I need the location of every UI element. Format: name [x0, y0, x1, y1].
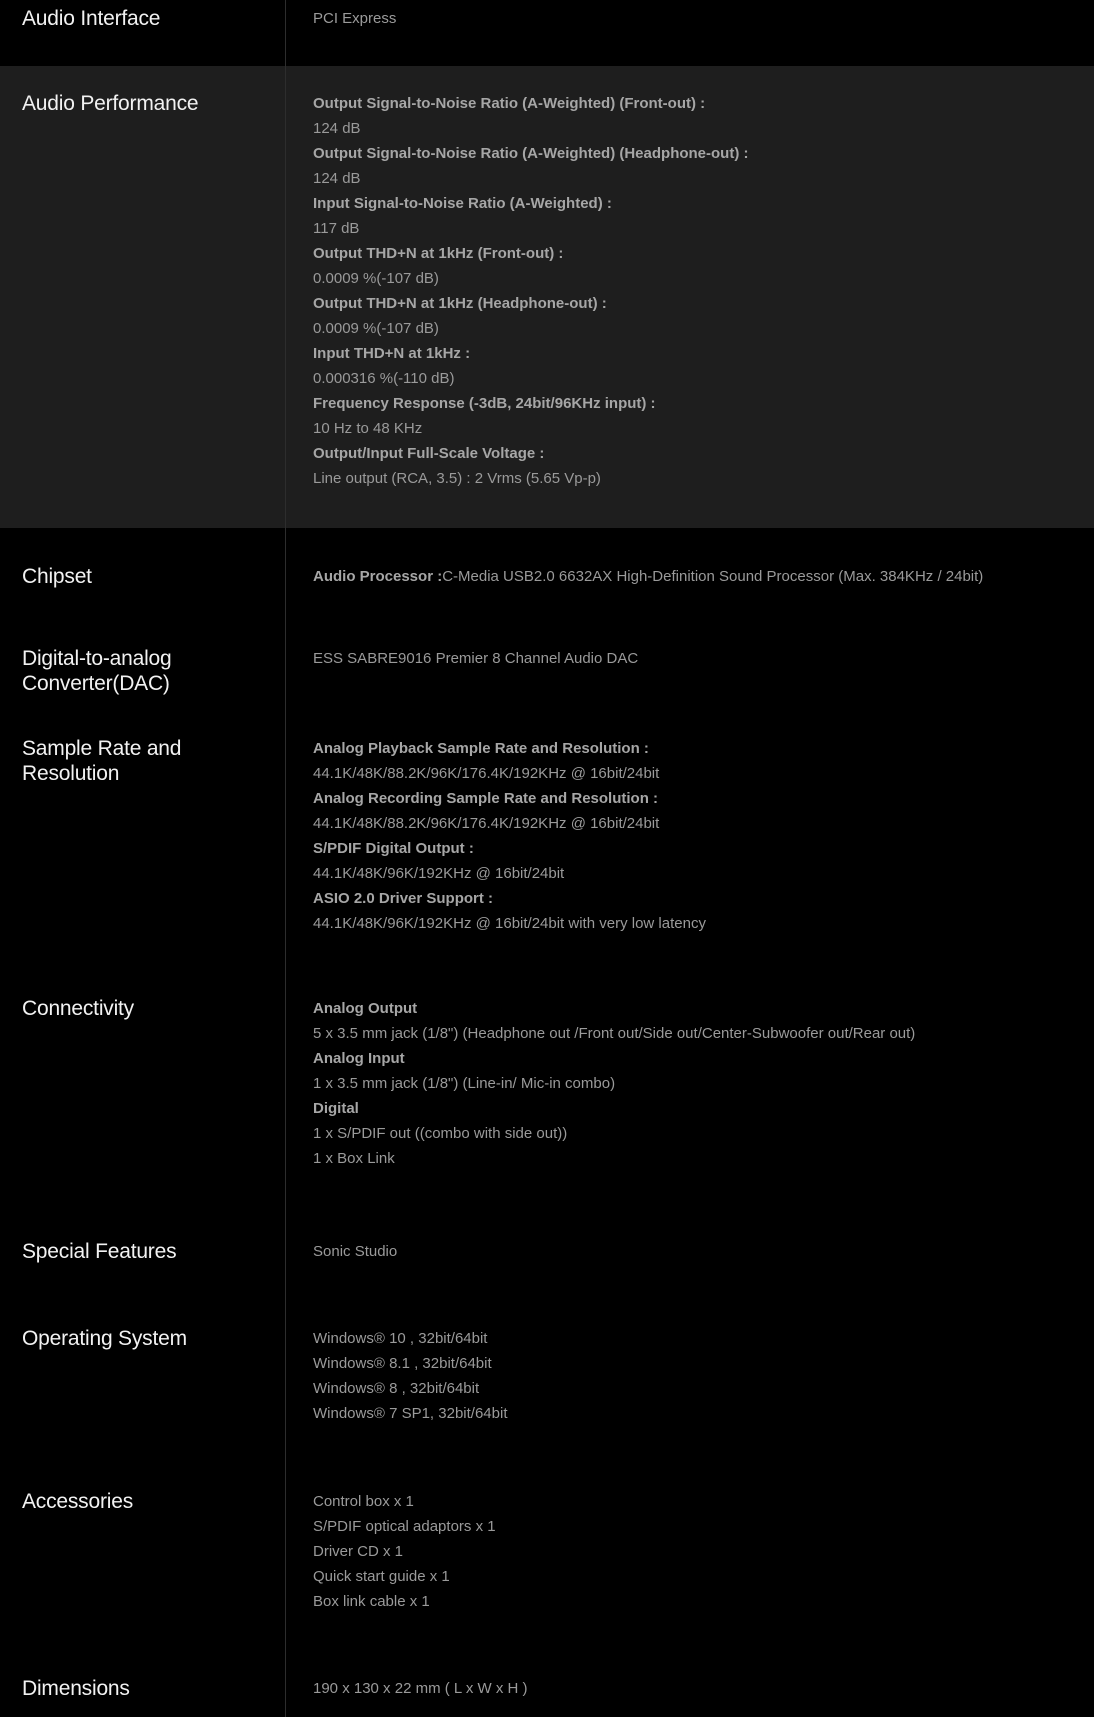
spec-line-text: ESS SABRE9016 Premier 8 Channel Audio DAC: [313, 650, 639, 667]
spec-row: [0, 1203, 1094, 1290]
spec-line: [313, 1326, 1086, 1351]
spec-line-text: 0.000316 %(-110 dB): [313, 370, 455, 387]
spec-line-text: 44.1K/48K/88.2K/96K/176.4K/192KHz @ 16bit/24bit: [313, 765, 660, 782]
spec-line-text: 10 Hz to 48 KHz: [313, 420, 423, 437]
spec-line: [313, 466, 1086, 491]
spec-line: [313, 1514, 1086, 1539]
spec-line: [313, 216, 1086, 241]
spec-line-bold: Input Signal-to-Noise Ratio (A-Weighted) :: [313, 195, 612, 212]
spec-line: [313, 241, 1086, 266]
spec-line-bold: Input THD+N at 1kHz :: [313, 345, 471, 362]
spec-line-text: 190 x 130 x 22 mm ( L x W x H ): [313, 1680, 528, 1697]
spec-label: Audio Performance: [0, 66, 286, 528]
spec-line-bold: Analog Output: [313, 1000, 418, 1017]
spec-label: Digital-to-analog Converter(DAC): [0, 610, 286, 700]
spec-line: [313, 91, 1086, 116]
spec-value: [286, 0, 1094, 66]
spec-line-text: Sonic Studio: [313, 1243, 398, 1260]
spec-line-text: Control box x 1: [313, 1493, 414, 1510]
spec-line-text: 117 dB: [313, 220, 360, 237]
spec-line: [313, 564, 1086, 589]
spec-row: [0, 1640, 1094, 1717]
spec-row: [0, 700, 1094, 960]
spec-line-text: 44.1K/48K/96K/192KHz @ 16bit/24bit: [313, 865, 565, 882]
spec-line: [313, 1046, 1086, 1071]
spec-line-text: S/PDIF optical adaptors x 1: [313, 1518, 496, 1535]
spec-line-text: Quick start guide x 1: [313, 1568, 450, 1585]
spec-row: [0, 528, 1094, 610]
spec-line-text: Windows® 10 , 32bit/64bit: [313, 1330, 488, 1347]
spec-line-bold: Output Signal-to-Noise Ratio (A-Weighted) (Front-out) :: [313, 95, 706, 112]
spec-row: [0, 1290, 1094, 1453]
spec-line-text: Windows® 7 SP1, 32bit/64bit: [313, 1405, 508, 1422]
spec-line-bold: Output THD+N at 1kHz (Front-out) :: [313, 245, 564, 262]
spec-line: [313, 166, 1086, 191]
spec-line: [313, 861, 1086, 886]
spec-line-text: Driver CD x 1: [313, 1543, 404, 1560]
spec-line: [313, 366, 1086, 391]
spec-label: Operating System: [0, 1290, 286, 1453]
spec-line-text: 44.1K/48K/88.2K/96K/176.4K/192KHz @ 16bit/24bit: [313, 815, 660, 832]
spec-line-bold: Output Signal-to-Noise Ratio (A-Weighted) (Headphone-out) :: [313, 145, 749, 162]
spec-label: Sample Rate and Resolution: [0, 700, 286, 960]
spec-line-bold: Audio Processor :: [313, 568, 443, 585]
spec-line: [313, 996, 1086, 1021]
spec-line: [313, 1096, 1086, 1121]
spec-line: [313, 1351, 1086, 1376]
spec-line: [313, 761, 1086, 786]
spec-line: [313, 1564, 1086, 1589]
spec-line: [313, 1146, 1086, 1171]
spec-line-text: Line output (RCA, 3.5) : 2 Vrms (5.65 Vp-p): [313, 470, 601, 487]
spec-line-text: 124 dB: [313, 170, 361, 187]
spec-label: Audio Interface: [0, 0, 286, 66]
spec-line: [313, 736, 1086, 761]
spec-line-bold: Digital: [313, 1100, 359, 1117]
spec-line: [313, 441, 1086, 466]
spec-row: [0, 610, 1094, 700]
spec-line-text: 0.0009 %(-107 dB): [313, 320, 439, 337]
spec-line: [313, 1376, 1086, 1401]
spec-line: [313, 1539, 1086, 1564]
spec-line: [313, 416, 1086, 441]
spec-row: [0, 66, 1094, 528]
spec-value: [286, 1453, 1094, 1640]
spec-label: Chipset: [0, 528, 286, 610]
spec-line: [313, 141, 1086, 166]
spec-line: [313, 266, 1086, 291]
spec-line-bold: Analog Recording Sample Rate and Resolution :: [313, 790, 659, 807]
spec-line-text: Box link cable x 1: [313, 1593, 430, 1610]
spec-line-bold: Frequency Response (-3dB, 24bit/96KHz input) :: [313, 395, 656, 412]
spec-label: Dimensions: [0, 1640, 286, 1717]
spec-line: [313, 1071, 1086, 1096]
spec-row: [0, 960, 1094, 1203]
spec-line: [313, 1121, 1086, 1146]
spec-line: [313, 911, 1086, 936]
spec-line-bold: S/PDIF Digital Output :: [313, 840, 474, 857]
spec-line: [313, 1489, 1086, 1514]
spec-line: [313, 886, 1086, 911]
spec-line-text: 1 x Box Link: [313, 1150, 395, 1167]
spec-line: [313, 316, 1086, 341]
spec-line: [313, 1239, 1086, 1264]
spec-line: [313, 836, 1086, 861]
spec-line-text: Windows® 8 , 32bit/64bit: [313, 1380, 480, 1397]
spec-line-text: 5 x 3.5 mm jack (1/8") (Headphone out /Front out/Side out/Center-Subwoofer out/Rear out): [313, 1025, 916, 1042]
spec-value: [286, 1203, 1094, 1290]
spec-line: [313, 116, 1086, 141]
spec-line-text: PCI Express: [313, 10, 397, 27]
spec-line-text: Windows® 8.1 , 32bit/64bit: [313, 1355, 492, 1372]
spec-line: [313, 1021, 1086, 1046]
spec-value: [286, 610, 1094, 700]
spec-line-text: 1 x S/PDIF out ((combo with side out)): [313, 1125, 568, 1142]
spec-line: [313, 646, 1086, 671]
spec-line-bold: Output THD+N at 1kHz (Headphone-out) :: [313, 295, 607, 312]
spec-line-text: 124 dB: [313, 120, 361, 137]
spec-line: [313, 1676, 1086, 1701]
spec-line-bold: ASIO 2.0 Driver Support :: [313, 890, 494, 907]
spec-line: [313, 391, 1086, 416]
spec-line-bold: Output/Input Full-Scale Voltage :: [313, 445, 545, 462]
spec-label: Connectivity: [0, 960, 286, 1203]
spec-row: [0, 0, 1094, 66]
spec-line: [313, 811, 1086, 836]
spec-label: Accessories: [0, 1453, 286, 1640]
spec-value: [286, 528, 1094, 610]
spec-line-bold: Analog Input: [313, 1050, 405, 1067]
spec-line: [313, 191, 1086, 216]
spec-value: [286, 1290, 1094, 1453]
spec-label: Special Features: [0, 1203, 286, 1290]
spec-value: [286, 66, 1094, 528]
spec-line-text: 0.0009 %(-107 dB): [313, 270, 439, 287]
spec-line: [313, 1401, 1086, 1426]
spec-line: [313, 786, 1086, 811]
spec-value: [286, 960, 1094, 1203]
spec-line: [313, 291, 1086, 316]
spec-line-text: C-Media USB2.0 6632AX High-Definition Sound Processor (Max. 384KHz / 24bit): [442, 568, 984, 585]
spec-line: [313, 6, 1086, 31]
spec-line-text: 1 x 3.5 mm jack (1/8") (Line-in/ Mic-in combo): [313, 1075, 616, 1092]
spec-line-bold: Analog Playback Sample Rate and Resolution :: [313, 740, 649, 757]
spec-line: [313, 341, 1086, 366]
spec-value: [286, 700, 1094, 960]
spec-line: [313, 1589, 1086, 1614]
spec-value: [286, 1640, 1094, 1717]
spec-row: [0, 1453, 1094, 1640]
spec-line-text: 44.1K/48K/96K/192KHz @ 16bit/24bit with very low latency: [313, 915, 706, 932]
